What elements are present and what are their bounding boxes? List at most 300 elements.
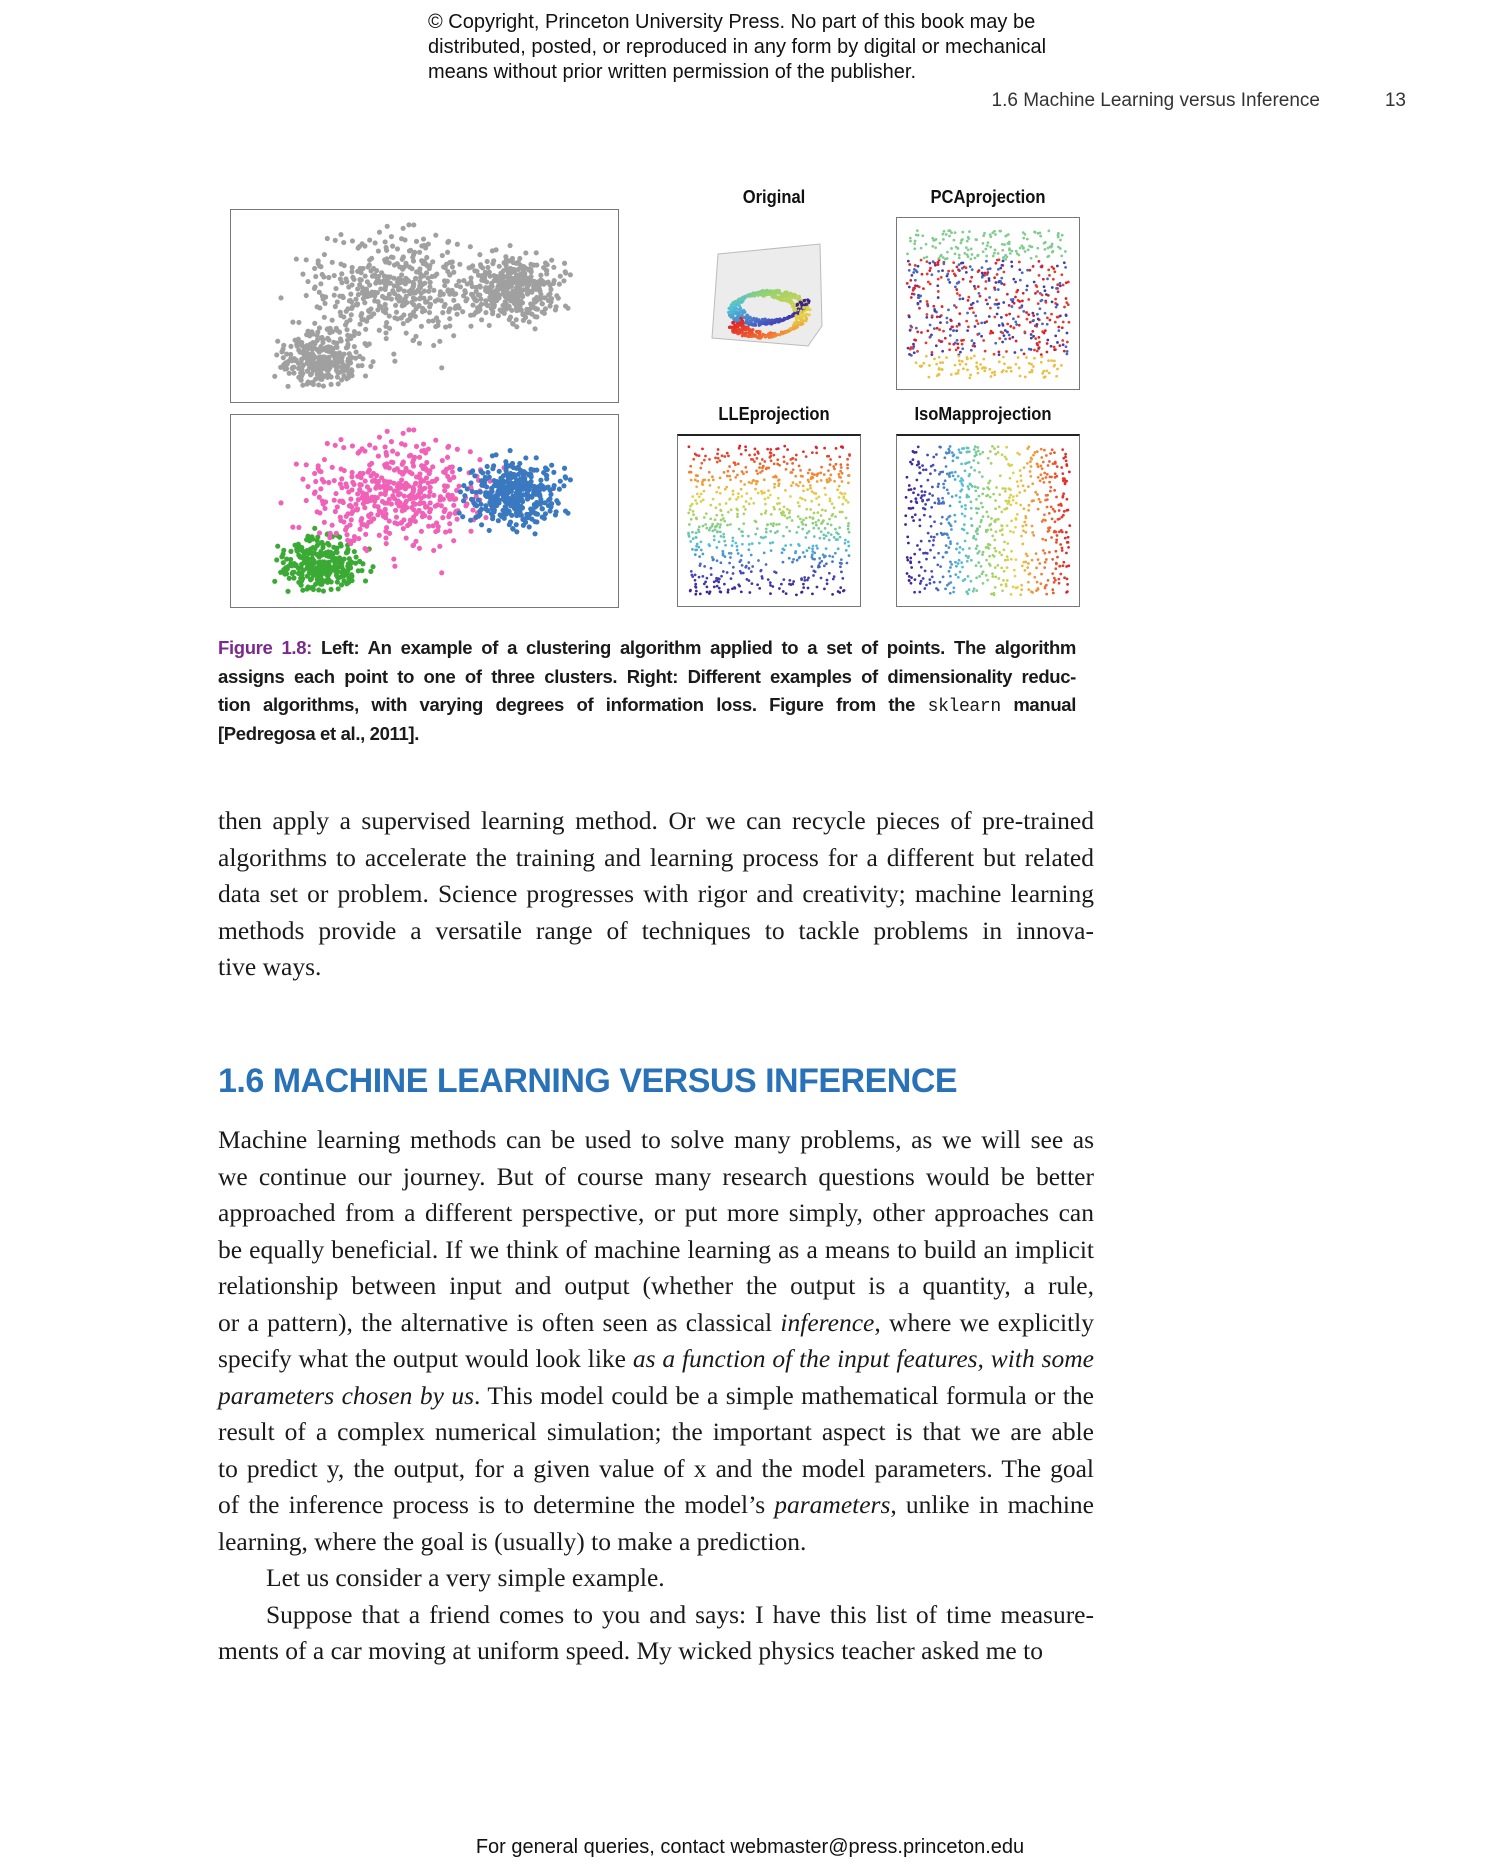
data-point [322, 252, 327, 257]
data-point [730, 508, 733, 511]
data-point [727, 311, 730, 314]
data-point [959, 496, 962, 499]
data-point [720, 535, 723, 538]
data-point [782, 456, 785, 459]
data-point [546, 279, 551, 284]
data-point [1035, 255, 1038, 258]
data-point [1016, 289, 1019, 292]
data-point [344, 327, 349, 332]
data-point [729, 497, 732, 500]
data-point [796, 303, 799, 306]
data-point [975, 319, 978, 322]
data-point [275, 544, 280, 549]
data-point [828, 555, 831, 558]
data-point [1021, 244, 1024, 247]
data-point [754, 488, 757, 491]
data-point [428, 485, 433, 490]
data-point [333, 509, 338, 514]
data-point [959, 298, 962, 301]
data-point [368, 569, 373, 574]
data-point [847, 528, 850, 531]
data-point [727, 454, 730, 457]
data-point [341, 445, 346, 450]
data-point [376, 453, 381, 458]
data-point [393, 508, 398, 513]
data-point [956, 542, 959, 545]
data-point [698, 495, 701, 498]
data-point [967, 556, 970, 559]
data-point [1057, 326, 1060, 329]
data-point [909, 329, 912, 332]
data-point [1006, 524, 1009, 527]
data-point [1020, 479, 1023, 482]
data-point [944, 337, 947, 340]
data-point [965, 266, 968, 269]
data-point [715, 525, 718, 528]
data-point [461, 498, 466, 503]
data-point [917, 265, 920, 268]
data-point [773, 483, 776, 486]
data-point [979, 295, 982, 298]
data-point [1038, 562, 1041, 565]
data-point [723, 455, 726, 458]
data-point [914, 578, 917, 581]
data-point [434, 476, 439, 481]
data-point [373, 445, 378, 450]
data-point [711, 523, 714, 526]
data-point [1025, 356, 1028, 359]
data-point [813, 473, 816, 476]
data-point [946, 251, 949, 254]
data-point [950, 319, 953, 322]
data-point [543, 465, 548, 470]
data-point [709, 590, 712, 593]
data-point [521, 280, 526, 285]
clustered-scatter-plot [231, 415, 618, 607]
data-point [716, 559, 719, 562]
data-point [817, 519, 820, 522]
data-point [563, 304, 568, 309]
data-point [337, 499, 342, 504]
data-point [790, 583, 793, 586]
data-point [351, 482, 356, 487]
data-point [411, 222, 416, 227]
data-point [1012, 585, 1015, 588]
data-point [318, 281, 323, 286]
data-point [967, 236, 970, 239]
data-point [975, 564, 978, 567]
data-point [350, 304, 355, 309]
data-point [933, 520, 936, 523]
data-point [334, 531, 339, 536]
data-point [935, 344, 938, 347]
data-point [923, 514, 926, 517]
data-point [844, 542, 847, 545]
data-point [939, 255, 942, 258]
data-point [961, 513, 964, 516]
data-point [978, 525, 981, 528]
data-point [949, 575, 952, 578]
data-point [720, 575, 723, 578]
data-point [1036, 344, 1039, 347]
data-point [450, 464, 455, 469]
data-point [1053, 364, 1056, 367]
data-point [333, 561, 338, 566]
data-point [719, 590, 722, 593]
data-point [994, 550, 997, 553]
data-point [316, 567, 321, 572]
data-point [450, 469, 455, 474]
data-point [749, 332, 752, 335]
data-point [785, 592, 788, 595]
data-point [946, 518, 949, 521]
data-point [948, 229, 951, 232]
data-point [384, 245, 389, 250]
data-point [296, 320, 301, 325]
data-point [1008, 313, 1011, 316]
data-point [523, 520, 528, 525]
data-point [769, 448, 772, 451]
data-point [1026, 318, 1029, 321]
data-point [954, 252, 957, 255]
data-point [998, 230, 1001, 233]
data-point [497, 264, 502, 269]
data-point [960, 561, 963, 564]
data-point [1060, 504, 1063, 507]
data-point [442, 488, 447, 493]
data-point [822, 553, 825, 556]
data-point [1031, 482, 1034, 485]
data-point [933, 556, 936, 559]
data-point [305, 279, 310, 284]
data-point [1065, 552, 1068, 555]
data-point [1014, 351, 1017, 354]
data-point [362, 300, 367, 305]
data-point [847, 474, 850, 477]
data-point [538, 273, 543, 278]
data-point [319, 377, 324, 382]
data-point [737, 332, 740, 335]
data-point [523, 315, 528, 320]
data-point [413, 297, 418, 302]
data-point [353, 297, 358, 302]
data-point [925, 341, 928, 344]
data-point [923, 587, 926, 590]
data-point [687, 532, 690, 535]
data-point [729, 325, 732, 328]
data-point [946, 257, 949, 260]
data-point [748, 481, 751, 484]
data-point [1010, 370, 1013, 373]
data-point [774, 475, 777, 478]
data-point [703, 565, 706, 568]
data-point [761, 458, 764, 461]
data-point [1036, 323, 1039, 326]
data-point [1052, 508, 1055, 511]
data-point [694, 579, 697, 582]
data-point [908, 316, 911, 319]
data-point [956, 325, 959, 328]
data-point [835, 447, 838, 450]
data-point [1032, 319, 1035, 322]
data-point [1064, 537, 1067, 540]
data-point [998, 360, 1001, 363]
data-point [320, 499, 325, 504]
data-point [471, 500, 476, 505]
data-point [815, 446, 818, 449]
data-point [540, 301, 545, 306]
data-point [808, 469, 811, 472]
data-point [1021, 525, 1024, 528]
data-point [981, 451, 984, 454]
data-point [362, 497, 367, 502]
data-point [283, 565, 288, 570]
data-point [794, 458, 797, 461]
data-point [981, 272, 984, 275]
data-point [906, 282, 909, 285]
data-point [409, 492, 414, 497]
data-point [1052, 267, 1055, 270]
data-point [336, 370, 341, 375]
data-point [316, 355, 321, 360]
data-point [925, 558, 928, 561]
data-point [465, 281, 470, 286]
panel-title-isomap: IsoMapprojection [914, 404, 1052, 424]
data-point [1030, 257, 1033, 260]
data-point [1062, 343, 1065, 346]
data-point [439, 570, 444, 575]
data-point [839, 463, 842, 466]
data-point [941, 516, 944, 519]
data-point [319, 576, 324, 581]
data-point [1037, 558, 1040, 561]
data-point [688, 471, 691, 474]
data-point [503, 287, 508, 292]
data-point [1037, 465, 1040, 468]
data-point [689, 505, 692, 508]
data-point [1059, 282, 1062, 285]
data-point [997, 306, 1000, 309]
data-point [989, 450, 992, 453]
data-point [913, 553, 916, 556]
data-point [1046, 351, 1049, 354]
data-point [1046, 342, 1049, 345]
data-point [926, 313, 929, 316]
data-point [300, 556, 305, 561]
data-point [362, 505, 367, 510]
data-point [959, 363, 962, 366]
data-point [514, 324, 519, 329]
data-point [691, 531, 694, 534]
data-point [743, 297, 746, 300]
data-point [402, 237, 407, 242]
data-point [929, 335, 932, 338]
data-point [450, 259, 455, 264]
data-point [1001, 589, 1004, 592]
data-point [1028, 504, 1031, 507]
data-point [948, 342, 951, 345]
data-point [967, 325, 970, 328]
data-point [827, 469, 830, 472]
data-point [739, 307, 742, 310]
data-point [723, 520, 726, 523]
data-point [965, 320, 968, 323]
data-point [470, 508, 475, 513]
data-point [907, 347, 910, 350]
data-point [335, 504, 340, 509]
data-point [989, 564, 992, 567]
data-point [926, 273, 929, 276]
data-point [995, 486, 998, 489]
data-point [468, 324, 473, 329]
data-point [1054, 476, 1057, 479]
data-point [831, 555, 834, 558]
data-point [407, 316, 412, 321]
data-point [809, 516, 812, 519]
data-point [713, 585, 716, 588]
data-point [740, 480, 743, 483]
data-point [1008, 304, 1011, 307]
data-point [826, 478, 829, 481]
data-point [993, 447, 996, 450]
data-point [989, 307, 992, 310]
data-point [526, 481, 531, 486]
data-point [1055, 562, 1058, 565]
data-point [350, 509, 355, 514]
data-point [392, 359, 397, 364]
data-point [312, 471, 317, 476]
data-point [349, 572, 354, 577]
data-point [1042, 461, 1045, 464]
data-point [1068, 470, 1071, 473]
data-point [1051, 588, 1054, 591]
data-point [363, 327, 368, 332]
data-point [1038, 498, 1041, 501]
data-point [1027, 298, 1030, 301]
data-point [964, 462, 967, 465]
data-point [272, 579, 277, 584]
data-point [377, 230, 382, 235]
data-point [807, 300, 810, 303]
data-point [477, 512, 482, 517]
data-point [815, 473, 818, 476]
data-point [805, 313, 808, 316]
data-point [399, 315, 404, 320]
data-point [996, 313, 999, 316]
data-point [1014, 526, 1017, 529]
data-point [1049, 490, 1052, 493]
data-point [1041, 538, 1044, 541]
data-point [946, 321, 949, 324]
data-point [439, 365, 444, 370]
data-point [1057, 290, 1060, 293]
data-point [300, 548, 305, 553]
data-point [445, 474, 450, 479]
data-point [376, 299, 381, 304]
data-point [1031, 245, 1034, 248]
data-point [734, 463, 737, 466]
data-point [975, 238, 978, 241]
data-point [726, 452, 729, 455]
data-point [798, 505, 801, 508]
data-point [831, 502, 834, 505]
data-point [1027, 509, 1030, 512]
data-point [1061, 516, 1064, 519]
data-point [1040, 266, 1043, 269]
data-point [349, 282, 354, 287]
data-point [750, 554, 753, 557]
data-point [942, 238, 945, 241]
data-point [800, 475, 803, 478]
data-point [1006, 542, 1009, 545]
data-point [445, 455, 450, 460]
data-point [401, 226, 406, 231]
data-point [717, 457, 720, 460]
data-point [758, 331, 761, 334]
data-point [491, 494, 496, 499]
data-point [936, 284, 939, 287]
data-point [364, 287, 369, 292]
data-point [402, 442, 407, 447]
data-point [316, 362, 321, 367]
data-point [841, 493, 844, 496]
data-point [1053, 577, 1056, 580]
data-point [909, 237, 912, 240]
data-point [744, 508, 747, 511]
data-point [829, 458, 832, 461]
data-point [1029, 475, 1032, 478]
data-point [993, 353, 996, 356]
data-point [1011, 336, 1014, 339]
data-point [336, 381, 341, 386]
data-point [1000, 316, 1003, 319]
data-point [822, 533, 825, 536]
data-point [726, 524, 729, 527]
data-point [1003, 271, 1006, 274]
data-point [910, 488, 913, 491]
data-point [352, 344, 357, 349]
data-point [826, 522, 829, 525]
data-point [404, 499, 409, 504]
data-point [953, 586, 956, 589]
data-point [765, 531, 768, 534]
data-point [783, 445, 786, 448]
data-point [557, 487, 562, 492]
data-point [769, 530, 772, 533]
data-point [762, 465, 765, 468]
data-point [846, 467, 849, 470]
data-point [732, 470, 735, 473]
data-point [800, 319, 803, 322]
data-point [300, 383, 305, 388]
data-point [338, 261, 343, 266]
data-point [462, 288, 467, 293]
data-point [925, 468, 928, 471]
data-point [910, 326, 913, 329]
data-point [483, 288, 488, 293]
data-point [805, 455, 808, 458]
data-point [723, 583, 726, 586]
data-point [1013, 302, 1016, 305]
data-point [496, 518, 501, 523]
data-point [1002, 324, 1005, 327]
data-point [1005, 446, 1008, 449]
data-point [943, 230, 946, 233]
data-point [1050, 313, 1053, 316]
data-point [847, 524, 850, 527]
data-point [1008, 464, 1011, 467]
data-point [908, 286, 911, 289]
